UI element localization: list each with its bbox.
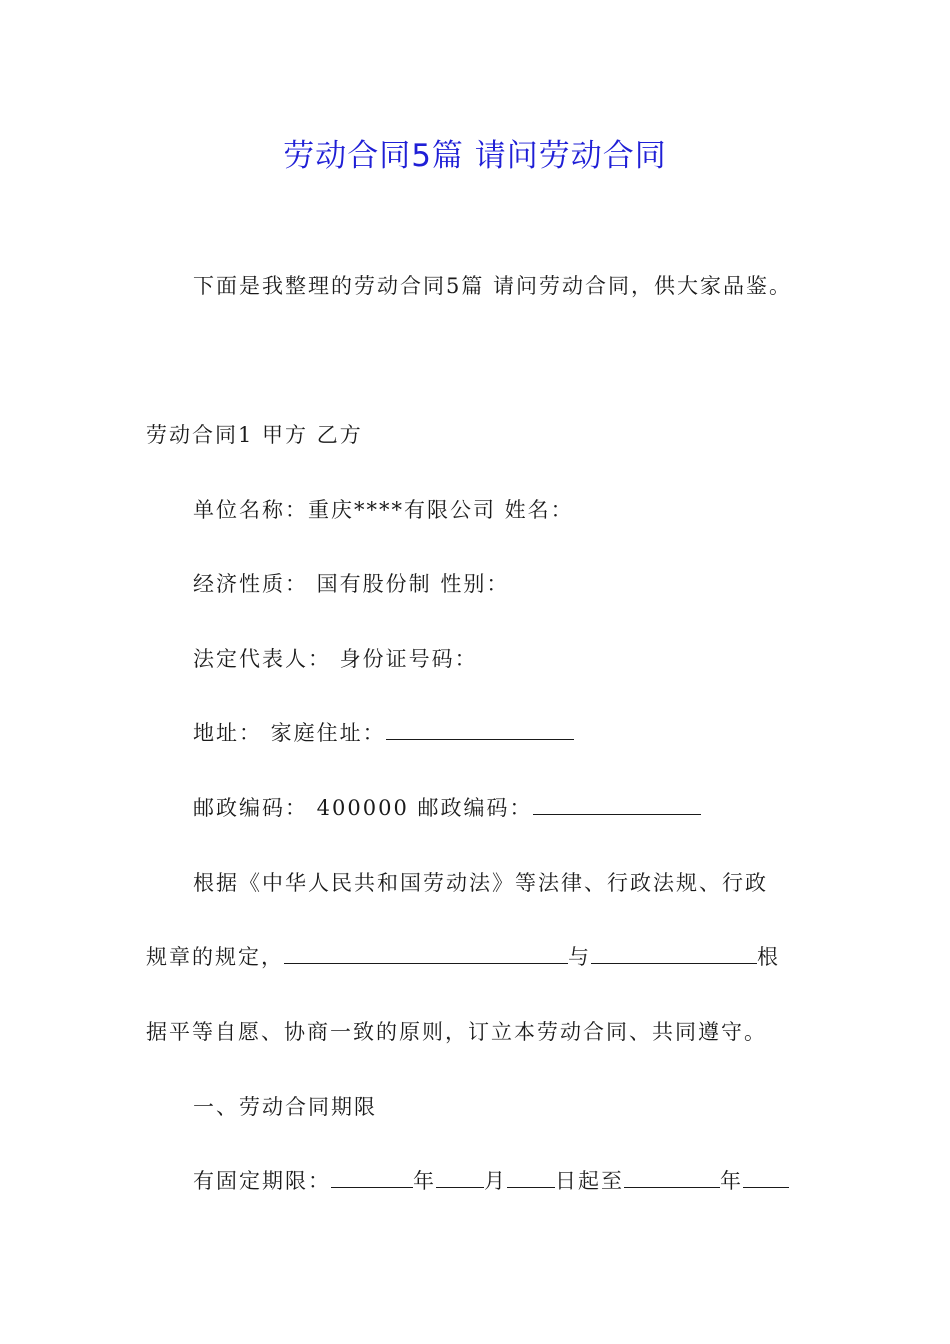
address-blank[interactable] bbox=[386, 719, 574, 740]
section-heading-term: 一、劳动合同期限 bbox=[193, 1095, 377, 1119]
postal-code-line bbox=[193, 793, 701, 823]
address-label: 地址： 家庭住址： bbox=[193, 721, 386, 745]
party-a-blank[interactable] bbox=[284, 943, 568, 964]
contract-heading: 劳动合同1 甲方 乙方 bbox=[146, 423, 363, 447]
economic-nature-line: 经济性质： 国有股份制 性别： bbox=[193, 572, 510, 596]
fixed-term-line bbox=[193, 1166, 789, 1196]
month-label: 月 bbox=[484, 1169, 507, 1193]
intro-paragraph: 下面是我整理的劳动合同5篇 请问劳动合同，供大家品鉴。 bbox=[193, 274, 793, 298]
basis-text-a: 规章的规定， bbox=[146, 945, 284, 969]
year-label-2: 年 bbox=[720, 1169, 743, 1193]
unit-name-line: 单位名称：重庆****有限公司 姓名： bbox=[193, 498, 574, 522]
start-day-blank[interactable] bbox=[507, 1167, 555, 1188]
year-label: 年 bbox=[413, 1169, 436, 1193]
fixed-term-label: 有固定期限： bbox=[193, 1169, 331, 1193]
end-month-blank[interactable] bbox=[743, 1167, 789, 1188]
postal-label: 邮政编码： 400000 邮政编码： bbox=[193, 796, 533, 820]
end-year-blank[interactable] bbox=[624, 1167, 720, 1188]
legal-representative-line: 法定代表人： 身份证号码： bbox=[193, 647, 478, 671]
postal-code-blank[interactable] bbox=[533, 794, 701, 815]
basis-text-c: 根 bbox=[757, 945, 780, 969]
start-month-blank[interactable] bbox=[436, 1167, 484, 1188]
start-year-blank[interactable] bbox=[331, 1167, 413, 1188]
address-line bbox=[193, 718, 574, 748]
day-to-label: 日起至 bbox=[555, 1169, 624, 1193]
party-b-blank[interactable] bbox=[591, 943, 757, 964]
basis-line-2 bbox=[146, 942, 780, 972]
basis-text-b: 与 bbox=[568, 945, 591, 969]
basis-line-3: 据平等自愿、协商一致的原则，订立本劳动合同、共同遵守。 bbox=[146, 1020, 767, 1044]
page-title: 劳动合同5篇 请问劳动合同 bbox=[283, 138, 667, 174]
basis-line-1: 根据《中华人民共和国劳动法》等法律、行政法规、行政 bbox=[193, 871, 768, 895]
